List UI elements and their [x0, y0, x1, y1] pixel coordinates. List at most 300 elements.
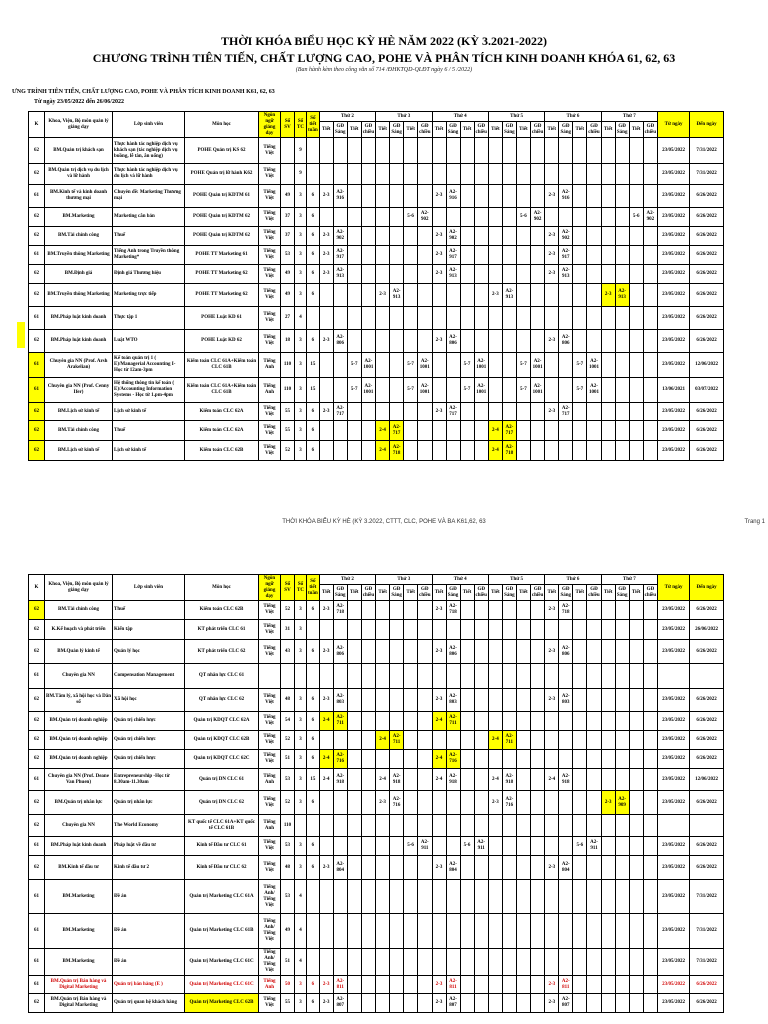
period-subheader: Tiết — [319, 585, 333, 601]
class-cell: Định giá Thương hiệu — [113, 265, 185, 284]
morning-period-cell — [601, 265, 615, 284]
morning-room-cell: A2-918 — [446, 769, 460, 791]
afternoon-period-cell — [629, 353, 643, 378]
afternoon-room-cell — [474, 769, 488, 791]
morning-room-cell — [390, 949, 404, 976]
periods-cell: 15 — [307, 378, 320, 403]
language-cell: Tiếng Anh — [259, 976, 281, 994]
afternoon-period-cell — [516, 307, 530, 330]
department-cell: BM.Marketing — [45, 880, 113, 914]
morning-room-cell — [390, 976, 404, 994]
morning-room-cell — [333, 791, 347, 815]
afternoon-room-cell — [530, 976, 544, 994]
afternoon-period-cell — [347, 856, 361, 880]
students-cell — [281, 664, 295, 689]
morning-room-cell: A2-717 — [333, 403, 347, 421]
morning-room-cell: A2-804 — [333, 856, 347, 880]
students-cell: 52 — [281, 441, 295, 461]
periods-cell: 6 — [307, 750, 320, 769]
periods-cell: 6 — [307, 246, 320, 265]
afternoon-period-cell — [347, 164, 361, 185]
morning-room-subheader: GĐ Sáng — [615, 122, 629, 138]
morning-room-cell — [390, 185, 404, 208]
language-cell: Tiếng Việt — [259, 712, 281, 731]
department-cell: BM.Marketing — [45, 914, 113, 949]
col-k-header: K — [29, 112, 45, 138]
department-cell: BM.Tài chính công — [45, 601, 113, 620]
afternoon-period-cell — [516, 664, 530, 689]
morning-room-cell — [390, 403, 404, 421]
afternoon-period-cell — [516, 949, 530, 976]
afternoon-period-cell — [347, 421, 361, 441]
afternoon-room-cell: A2-1001 — [474, 378, 488, 403]
schedule-row — [29, 601, 724, 620]
language-cell: Tiếng Việt — [259, 284, 281, 307]
class-cell: Lịch sử kinh tế — [113, 441, 185, 461]
morning-period-cell — [319, 914, 333, 949]
morning-room-cell — [502, 815, 516, 837]
language-cell: Tiếng Việt — [259, 227, 281, 246]
afternoon-room-cell — [361, 914, 375, 949]
schedule-row — [29, 837, 724, 856]
language-cell: Tiếng Việt — [259, 837, 281, 856]
afternoon-period-cell — [629, 994, 643, 1013]
afternoon-period-cell — [404, 403, 418, 421]
afternoon-period-cell — [573, 208, 587, 227]
morning-period-cell: 2-3 — [319, 640, 333, 664]
afternoon-period-cell — [573, 640, 587, 664]
afternoon-room-cell — [418, 712, 432, 731]
from-date-cell — [658, 815, 690, 837]
afternoon-period-cell — [404, 640, 418, 664]
afternoon-room-cell — [587, 880, 601, 914]
afternoon-period-cell — [460, 284, 474, 307]
course-cell: QT nhân lực CLC 62 — [185, 689, 259, 712]
morning-room-cell — [615, 246, 629, 265]
from-date-cell — [658, 664, 690, 689]
department-cell: BM.Quản trị Bán hàng và Digital Marketing — [45, 976, 113, 994]
afternoon-period-cell — [460, 601, 474, 620]
schedule-row — [29, 769, 724, 791]
afternoon-period-cell — [573, 914, 587, 949]
afternoon-room-cell — [418, 731, 432, 750]
morning-room-cell — [502, 837, 516, 856]
afternoon-period-cell — [516, 138, 530, 164]
periods-cell — [307, 664, 320, 689]
course-cell: Quản trị Marketing CLC 62B — [185, 994, 259, 1013]
afternoon-room-cell — [474, 330, 488, 353]
afternoon-room-cell — [474, 949, 488, 976]
morning-period-cell: 2-3 — [432, 856, 446, 880]
morning-room-cell — [559, 307, 573, 330]
morning-room-cell: A2-918 — [502, 769, 516, 791]
afternoon-period-cell — [460, 164, 474, 185]
afternoon-period-cell — [516, 620, 530, 640]
department-cell: BM.Quản trị khách sạn — [45, 138, 113, 164]
afternoon-period-cell: 5-7 — [404, 353, 418, 378]
morning-period-cell — [376, 403, 390, 421]
morning-period-cell — [376, 815, 390, 837]
afternoon-period-cell — [629, 403, 643, 421]
schedule-row — [29, 185, 724, 208]
morning-room-cell — [333, 421, 347, 441]
schedule-row — [29, 976, 724, 994]
afternoon-room-cell — [361, 689, 375, 712]
course-cell: POHE Luật KD 62 — [185, 330, 259, 353]
morning-period-cell: 2-3 — [319, 185, 333, 208]
morning-room-cell — [502, 138, 516, 164]
afternoon-room-cell: A2-902 — [418, 208, 432, 227]
page-footer-number: Trang 1 — [744, 519, 765, 525]
periods-cell: 6 — [307, 837, 320, 856]
afternoon-room-cell — [418, 689, 432, 712]
language-cell: Tiếng Việt — [259, 601, 281, 620]
afternoon-period-cell — [516, 185, 530, 208]
periods-cell — [307, 164, 320, 185]
periods-cell: 6 — [307, 403, 320, 421]
course-cell: KT phát triển CLC 61 — [185, 620, 259, 640]
from-date-cell: 23/05/2022 — [658, 185, 690, 208]
day-header: Thứ 6 — [545, 575, 601, 585]
credits-cell: 3 — [295, 208, 307, 227]
morning-period-cell: 2-3 — [545, 640, 559, 664]
afternoon-period-cell: 5-7 — [460, 353, 474, 378]
morning-period-cell — [488, 138, 502, 164]
students-cell: 49 — [281, 284, 295, 307]
to-date-cell: 6/26/2022 — [690, 976, 724, 994]
from-date-cell: 13/06/2021 — [658, 378, 690, 403]
morning-room-cell — [502, 403, 516, 421]
course-cell: Quản trị DN CLC 61 — [185, 769, 259, 791]
afternoon-period-cell — [460, 949, 474, 976]
afternoon-room-cell — [418, 880, 432, 914]
afternoon-room-cell — [530, 185, 544, 208]
morning-period-cell — [488, 620, 502, 640]
class-cell: The World Economy — [113, 815, 185, 837]
afternoon-room-cell: A2-902 — [530, 208, 544, 227]
morning-room-cell — [333, 138, 347, 164]
day-header: Thứ 4 — [432, 575, 488, 585]
morning-period-cell — [376, 856, 390, 880]
course-cell: POHE Quản trị KS 62 — [185, 138, 259, 164]
afternoon-period-cell — [460, 208, 474, 227]
morning-room-subheader: GĐ Sáng — [333, 585, 347, 601]
morning-room-cell: A2-718 — [446, 601, 460, 620]
credits-cell: 3 — [295, 712, 307, 731]
students-cell: 51 — [281, 949, 295, 976]
period-subheader: Tiết — [573, 122, 587, 138]
morning-period-cell: 2-3 — [545, 976, 559, 994]
morning-room-cell: A2-807 — [333, 994, 347, 1013]
periods-cell: 6 — [307, 994, 320, 1013]
afternoon-period-cell — [347, 914, 361, 949]
afternoon-period-cell — [347, 227, 361, 246]
morning-period-cell — [601, 330, 615, 353]
from-date-cell: 23/05/2022 — [658, 837, 690, 856]
morning-room-cell — [559, 731, 573, 750]
students-cell: 37 — [281, 208, 295, 227]
afternoon-room-subheader: GĐ chiều — [418, 122, 432, 138]
afternoon-period-cell — [516, 750, 530, 769]
morning-period-cell — [545, 712, 559, 731]
morning-period-cell: 2-3 — [432, 185, 446, 208]
schedule-row — [29, 284, 724, 307]
department-cell: Chuyên gia NN — [45, 815, 113, 837]
afternoon-room-cell — [530, 856, 544, 880]
credits-cell: 3 — [295, 856, 307, 880]
col-language-header: Ngôn ngữ giảng dạy — [259, 575, 281, 601]
afternoon-room-cell — [530, 265, 544, 284]
language-cell: Tiếng Anh/ Tiếng Việt — [259, 949, 281, 976]
morning-room-cell: A2-913 — [446, 265, 460, 284]
morning-room-cell — [615, 620, 629, 640]
course-cell: Quản trị KDQT CLC 62B — [185, 731, 259, 750]
cohort-cell: 61 — [29, 664, 45, 689]
afternoon-period-cell — [460, 403, 474, 421]
afternoon-period-cell — [573, 307, 587, 330]
afternoon-room-cell — [587, 403, 601, 421]
morning-room-cell — [446, 880, 460, 914]
schedule-row — [29, 330, 724, 353]
afternoon-room-cell — [530, 769, 544, 791]
to-date-cell: 6/26/2022 — [690, 208, 724, 227]
morning-period-cell — [432, 164, 446, 185]
morning-period-cell: 2-4 — [488, 421, 502, 441]
morning-period-cell — [545, 421, 559, 441]
morning-room-cell — [390, 353, 404, 378]
period-subheader: Tiết — [516, 122, 530, 138]
department-cell: BM.Quản trị doanh nghiệp — [45, 712, 113, 731]
language-cell: Tiếng Anh — [259, 378, 281, 403]
morning-room-cell — [559, 712, 573, 731]
afternoon-room-cell — [643, 421, 657, 441]
department-cell: BM.Kinh tế đầu tư — [45, 856, 113, 880]
morning-room-cell — [446, 815, 460, 837]
from-date-cell: 23/05/2022 — [658, 307, 690, 330]
morning-room-cell — [333, 949, 347, 976]
class-cell: Thuế — [113, 601, 185, 620]
morning-period-cell — [376, 227, 390, 246]
afternoon-period-cell — [460, 689, 474, 712]
morning-period-cell — [376, 330, 390, 353]
afternoon-period-cell: 5-7 — [573, 378, 587, 403]
morning-room-cell: A2-717 — [502, 421, 516, 441]
to-date-cell: 7/31/2022 — [690, 949, 724, 976]
afternoon-room-cell — [361, 750, 375, 769]
afternoon-period-cell — [516, 815, 530, 837]
afternoon-period-cell — [573, 712, 587, 731]
cohort-cell: 61 — [29, 353, 45, 378]
morning-room-cell — [333, 880, 347, 914]
afternoon-period-cell — [516, 265, 530, 284]
morning-period-cell — [432, 791, 446, 815]
morning-room-subheader: GĐ Sáng — [446, 585, 460, 601]
afternoon-room-cell — [418, 265, 432, 284]
afternoon-period-cell — [460, 138, 474, 164]
afternoon-room-cell — [361, 330, 375, 353]
afternoon-room-cell — [587, 689, 601, 712]
morning-period-cell: 2-3 — [432, 403, 446, 421]
course-cell: Kinh tế Đầu tư CLC 61 — [185, 837, 259, 856]
afternoon-period-cell — [573, 265, 587, 284]
periods-cell: 6 — [307, 330, 320, 353]
afternoon-room-cell — [587, 664, 601, 689]
schedule-row — [29, 265, 724, 284]
morning-period-cell — [601, 307, 615, 330]
class-cell: Đề án — [113, 949, 185, 976]
afternoon-period-cell — [573, 246, 587, 265]
morning-period-cell — [545, 914, 559, 949]
credits-cell: 3 — [295, 731, 307, 750]
col-language-header: Ngôn ngữ giảng dạy — [259, 112, 281, 138]
from-date-cell: 23/05/2022 — [658, 208, 690, 227]
morning-room-cell — [333, 378, 347, 403]
from-date-cell: 23/05/2022 — [658, 246, 690, 265]
period-subheader: Tiết — [319, 122, 333, 138]
morning-room-cell — [559, 208, 573, 227]
morning-room-cell — [615, 664, 629, 689]
morning-period-cell — [488, 750, 502, 769]
morning-period-cell — [488, 856, 502, 880]
students-cell: 43 — [281, 640, 295, 664]
periods-cell — [307, 815, 320, 837]
morning-period-cell — [488, 949, 502, 976]
document-title: THỜI KHÓA BIỂU HỌC KỲ HÈ NĂM 2022 (KỲ 3.2021-2022) — [220, 34, 547, 48]
class-cell: Pháp luật về đầu tư — [113, 837, 185, 856]
students-cell: 52 — [281, 731, 295, 750]
afternoon-room-cell — [474, 791, 488, 815]
afternoon-room-cell — [361, 856, 375, 880]
morning-period-cell: 2-4 — [376, 421, 390, 441]
schedule-row — [29, 353, 724, 378]
morning-room-subheader: GĐ Sáng — [390, 585, 404, 601]
to-date-cell: 03/07/2022 — [690, 378, 724, 403]
class-cell: Marketing căn bản — [113, 208, 185, 227]
credits-cell: 3 — [295, 769, 307, 791]
afternoon-period-cell — [460, 664, 474, 689]
afternoon-period-cell — [460, 750, 474, 769]
morning-period-cell — [488, 265, 502, 284]
morning-period-cell — [488, 330, 502, 353]
morning-period-cell: 2-4 — [376, 441, 390, 461]
afternoon-period-cell — [347, 664, 361, 689]
morning-room-cell — [333, 208, 347, 227]
afternoon-room-cell — [587, 856, 601, 880]
afternoon-period-cell — [573, 284, 587, 307]
students-cell: 54 — [281, 712, 295, 731]
afternoon-room-cell — [361, 601, 375, 620]
afternoon-room-cell: A2-1001 — [418, 378, 432, 403]
morning-period-cell — [601, 441, 615, 461]
morning-period-cell — [545, 949, 559, 976]
language-cell: Tiếng Việt — [259, 330, 281, 353]
course-cell: Quản trị DN CLC 62 — [185, 791, 259, 815]
from-date-cell: 23/05/2022 — [658, 441, 690, 461]
afternoon-period-cell — [516, 246, 530, 265]
from-date-cell: 23/05/2022 — [658, 284, 690, 307]
afternoon-room-cell — [643, 750, 657, 769]
morning-period-cell — [601, 664, 615, 689]
morning-room-cell — [615, 185, 629, 208]
morning-period-cell: 2-3 — [319, 403, 333, 421]
afternoon-period-cell — [573, 403, 587, 421]
afternoon-room-cell — [418, 601, 432, 620]
afternoon-period-cell — [347, 769, 361, 791]
periods-cell — [307, 914, 320, 949]
credits-cell: 3 — [295, 246, 307, 265]
morning-period-cell — [488, 815, 502, 837]
afternoon-period-cell — [460, 769, 474, 791]
afternoon-period-cell — [629, 265, 643, 284]
periods-cell: 15 — [307, 769, 320, 791]
afternoon-period-cell — [516, 976, 530, 994]
department-cell: Chuyên gia NN (Prof. Deane Van Phuen) — [45, 769, 113, 791]
morning-period-cell: 2-3 — [319, 689, 333, 712]
afternoon-period-cell — [460, 421, 474, 441]
morning-room-cell — [502, 880, 516, 914]
afternoon-room-cell — [643, 330, 657, 353]
afternoon-period-cell — [460, 976, 474, 994]
morning-room-cell: A2-716 — [446, 750, 460, 769]
afternoon-room-cell — [643, 791, 657, 815]
credits-cell: 3 — [295, 601, 307, 620]
morning-period-cell — [488, 246, 502, 265]
afternoon-period-cell — [516, 421, 530, 441]
class-cell: Chuyên đề: Marketing Thương mại — [113, 185, 185, 208]
course-cell: Kiểm toán CLC 61A+Kiểm toán CLC 61B — [185, 353, 259, 378]
schedule-row — [29, 815, 724, 837]
morning-room-cell — [615, 208, 629, 227]
afternoon-room-subheader: GĐ chiều — [474, 122, 488, 138]
morning-period-cell — [432, 441, 446, 461]
morning-room-cell — [390, 712, 404, 731]
afternoon-period-cell — [516, 731, 530, 750]
afternoon-period-cell: 5-6 — [516, 208, 530, 227]
language-cell: Tiếng Việt — [259, 620, 281, 640]
morning-period-cell: 2-3 — [319, 994, 333, 1013]
afternoon-period-cell — [404, 856, 418, 880]
afternoon-room-cell: A2-1001 — [418, 353, 432, 378]
afternoon-period-cell — [516, 914, 530, 949]
morning-room-cell: A2-902 — [446, 227, 460, 246]
language-cell — [259, 664, 281, 689]
department-cell: BM.Kinh tế và kinh doanh thương mại — [45, 185, 113, 208]
morning-room-cell: A2-806 — [559, 330, 573, 353]
morning-room-cell — [615, 441, 629, 461]
afternoon-period-cell — [516, 330, 530, 353]
from-date-cell: 23/05/2022 — [658, 880, 690, 914]
period-subheader: Tiết — [347, 585, 361, 601]
afternoon-room-cell — [587, 185, 601, 208]
morning-period-cell — [488, 208, 502, 227]
morning-period-cell — [319, 307, 333, 330]
class-cell: Đề án — [113, 914, 185, 949]
afternoon-room-cell — [587, 712, 601, 731]
morning-period-cell — [432, 307, 446, 330]
afternoon-period-cell — [347, 620, 361, 640]
afternoon-period-cell: 5-7 — [404, 378, 418, 403]
morning-room-cell — [390, 837, 404, 856]
decree-note: (Ban hành kèm theo công văn số 714 /ĐHKTQD-QLĐT ngày 6 / 5 /2022) — [295, 67, 473, 73]
language-cell: Tiếng Việt — [259, 750, 281, 769]
morning-period-cell — [319, 284, 333, 307]
afternoon-period-cell — [629, 689, 643, 712]
period-subheader: Tiết — [376, 585, 390, 601]
morning-room-cell: A2-718 — [333, 601, 347, 620]
morning-room-cell — [502, 949, 516, 976]
afternoon-room-subheader: GĐ chiều — [587, 585, 601, 601]
cohort-cell: 61 — [29, 880, 45, 914]
